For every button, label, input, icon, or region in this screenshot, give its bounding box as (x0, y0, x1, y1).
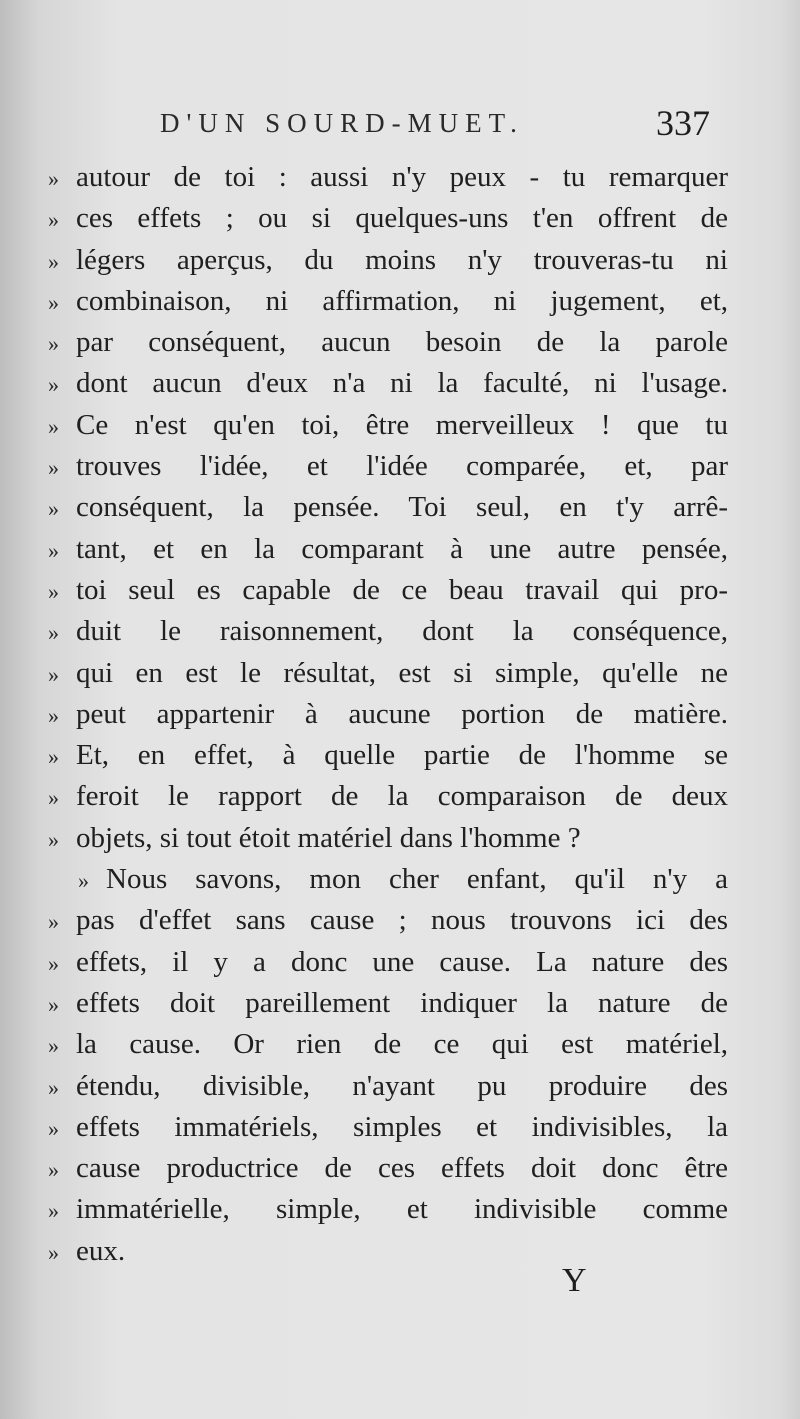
quote-mark: » (48, 744, 59, 770)
quote-mark: » (48, 1198, 59, 1224)
line-text: Nous savons, mon cher enfant, qu'il n'y a (106, 863, 728, 896)
quote-mark: » (48, 537, 59, 563)
page-header (0, 103, 800, 148)
text-line (48, 1231, 728, 1272)
quote-mark: » (48, 248, 59, 274)
line-text: qui en est le résultat, est si simple, qu'elle ne (76, 656, 728, 689)
quote-mark: » (48, 909, 59, 935)
text-line (48, 859, 728, 900)
page-number: 337 (656, 103, 710, 143)
line-text: tant, et en la comparant à une autre pensée, (76, 532, 728, 565)
line-text: Ce n'est qu'en toi, être merveilleux ! que tu (76, 408, 728, 441)
line-text: par conséquent, aucun besoin de la parole (76, 326, 728, 359)
text-line (48, 405, 728, 446)
text-line (48, 735, 728, 776)
line-text: immatérielle, simple, et indivisible comme (76, 1193, 728, 1226)
quote-mark: » (48, 413, 59, 439)
text-line (48, 281, 728, 322)
text-line (48, 694, 728, 735)
line-text: feroit le rapport de la comparaison de deux (76, 780, 728, 813)
text-line (48, 900, 728, 941)
line-text: peut appartenir à aucune portion de matière. (76, 697, 728, 730)
text-line (48, 529, 728, 570)
text-line (48, 611, 728, 652)
line-text: combinaison, ni affirmation, ni jugement, et, (76, 284, 728, 317)
text-line (48, 157, 728, 198)
quote-mark: » (78, 868, 89, 894)
line-text: cause productrice de ces effets doit donc être (76, 1152, 728, 1185)
text-line (48, 983, 728, 1024)
quote-mark: » (48, 496, 59, 522)
line-text: ces effets ; ou si quelques-uns t'en offrent de (76, 202, 728, 235)
text-line (48, 487, 728, 528)
quote-mark: » (48, 166, 59, 191)
quote-mark: » (48, 661, 59, 687)
line-text: eux. (76, 1234, 126, 1267)
signature-mark: Y (562, 1262, 587, 1299)
line-text: trouves l'idée, et l'idée comparée, et, par (76, 450, 728, 483)
line-text: pas d'effet sans cause ; nous trouvons ici des (76, 904, 728, 937)
line-text: autour de toi : aussi n'y peux - tu remarquer (76, 161, 728, 193)
quote-mark: » (48, 1074, 59, 1100)
text-line (48, 363, 728, 404)
text-line (48, 1066, 728, 1107)
quote-mark: » (48, 826, 59, 852)
line-text: conséquent, la pensée. Toi seul, en t'y arrê- (76, 491, 728, 524)
text-line (48, 1189, 728, 1230)
quote-mark: » (48, 991, 59, 1017)
running-title: D'UN SOURD-MUET. (160, 108, 524, 138)
quote-mark: » (48, 1033, 59, 1059)
line-text: dont aucun d'eux n'a ni la faculté, ni l'usage. (76, 367, 728, 400)
quote-mark: » (48, 578, 59, 604)
line-text: étendu, divisible, n'ayant pu produire des (76, 1069, 728, 1102)
text-line (48, 446, 728, 487)
line-text: duit le raisonnement, dont la conséquence, (76, 615, 728, 648)
text-line (48, 776, 728, 817)
line-text: toi seul es capable de ce beau travail qui pro- (76, 573, 728, 606)
quote-mark: » (48, 372, 59, 398)
line-text: effets, il y a donc une cause. La nature des (76, 945, 728, 978)
quote-mark: » (48, 1115, 59, 1141)
quote-mark: » (48, 331, 59, 357)
body-text (48, 157, 728, 1272)
line-text: légers aperçus, du moins n'y trouveras-tu ni (76, 243, 728, 276)
quote-mark: » (48, 1157, 59, 1183)
line-text: effets doit pareillement indiquer la nature de (76, 986, 728, 1019)
text-line (48, 653, 728, 694)
text-line (48, 198, 728, 239)
quote-mark: » (48, 702, 59, 728)
text-line (48, 570, 728, 611)
line-text: effets immatériels, simples et indivisibles, la (76, 1110, 728, 1143)
line-text: Et, en effet, à quelle partie de l'homme se (76, 739, 728, 772)
line-text: la cause. Or rien de ce qui est matériel, (76, 1028, 728, 1061)
text-line (48, 942, 728, 983)
quote-mark: » (48, 785, 59, 811)
quote-mark: » (48, 455, 59, 481)
text-line (48, 322, 728, 363)
quote-mark: » (48, 289, 59, 315)
quote-mark: » (48, 1239, 59, 1265)
text-line (48, 1148, 728, 1189)
quote-mark: » (48, 950, 59, 976)
text-line (48, 1107, 728, 1148)
line-text: objets, si tout étoit matériel dans l'homme ? (76, 821, 581, 854)
text-line (48, 818, 728, 859)
text-line (48, 1024, 728, 1065)
quote-mark: » (48, 620, 59, 646)
text-line (48, 240, 728, 281)
quote-mark: » (48, 207, 59, 233)
